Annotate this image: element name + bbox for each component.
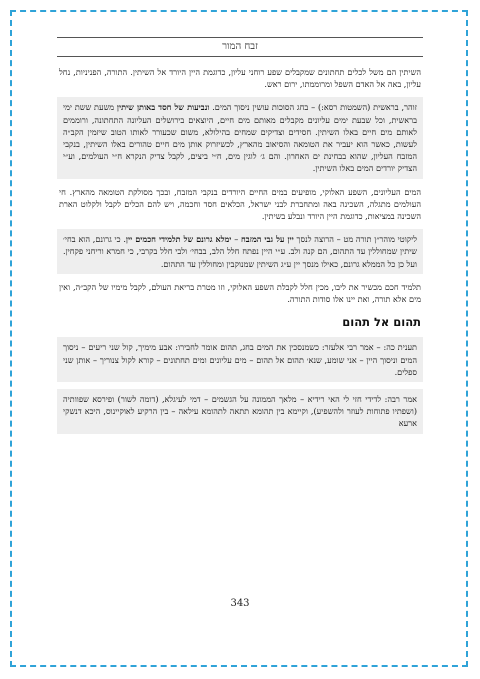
paragraph-4-text-c: . כי גרונם, הוא בחי׳ שיתין שמחוללין עד התהום, הם קנה ולב. ע״י היין נפתח חלל הלב, בבחי׳ ולבי חלל בקרבי, כי חמרא וריחני פקחין. ועל כן כל הממלא גרונם, כאילו מנסך יין ע״ג השיתין שמנוקבין ומחוללין עד התהום. <box>63 234 417 269</box>
page-number: 343 <box>230 598 250 609</box>
paragraph-2-zohar <box>57 97 423 178</box>
header-rule-bottom <box>57 56 423 57</box>
paragraph-5-text: תלמיד חכם מכשיר את ליבו, מכין חלל לקבלת השפע האלוקי, וזו מטרת בריאת העולם, לקבל מימיו של הקב״ה, ואין מים אלא תורה, ואת יינו אלו סודות התורה. <box>59 281 421 305</box>
paragraph-4-text-a: ליקוטי מוהר״ן תורה מט – הרוצה לנסך <box>293 234 417 245</box>
paragraph-3 <box>57 186 423 223</box>
section-paragraph-1-text: תענית כה: – אמר רבי אלעזר: כשמנסכין את המים בחג, תהום אומר לחבירו: אבע מימיך, קול שני ריעים – ניסוך המים וניסוך היין – אני שומע, שנא׳ תהום אל תהום – מים עליונים ומים תחתונים – קורא לקול צנוריך – אותן שני ספלים. <box>63 342 417 377</box>
page-body <box>57 66 423 441</box>
section-paragraph-2-text: אמר רבה: לדידי חזי לי האי רידיא – מלאך הממונה על הגשמים – דמי לעיגלא, (דומה לשור) ופירסא שפוותיה (ושפתיו פתוחות לעוזר ולהשפיע), וקיימא בין תהומא תתאה לתהומא עילאה – בין הרקיע לאוקיינוס, היכא דנשקי ארעא <box>63 394 417 429</box>
paragraph-4-bold-a: יין על גבי המזבח <box>241 234 294 245</box>
paragraph-1-text: השיתין הם משל לכלים תחתונים שמקבלים שפע רוחני עליון, כדוגמת היין היורד אל השיתין. התורה, הפניניות, נחל עליון, באה אל האדם השפל ומרוממתו, ירום ראש. <box>59 67 421 90</box>
paragraph-5 <box>57 281 423 305</box>
paragraph-3-text: המים העליונים, השפע האלוקי, מופיעים במים החיים היורדים בנקבי המזבח, ובכך מסולקת הטומאה מהארץ. חי העולמים מתגלה, השכינה באה ומתחברת לבני ישראל, הכלאים חסד וחכמה, ויש להם הכלים לקבל ולקלוט הארת השכינה במציאות, כדוגמת היין היורד ונבלע בשיתין. <box>59 186 421 222</box>
paragraph-4-likutei <box>57 229 423 274</box>
section-heading: תהום אל תהום <box>342 315 421 330</box>
section-paragraph-2 <box>57 389 423 434</box>
paragraph-2-text-b: משעת ששת ימי בראשית, וכל שבעת ימים עליונים מקבלים מאותם מים חיים, היוצאים בירושלים העליונה התחתונה, ורוממים לאותם מים חיים באלו השיתין. חסידים וצדיקים שמחים בהילולא, משום שכעורר לאותו הטוב שיזמין הקב״ה לעשות, כאשר הוא יעביר את הטומאה והסיאוב מהארץ, לכשיזרוק אותן מים חיים טהורים באלו השיתין, בנקבי המזבח העליון, שהוא בבחינת ים האחרון. והם ג׳ לוגין מים, ח״י ביצים, לקבל צדיק הנקרא ח״י העולמים, וע״י הצדיק יורדים המים באלו השיתין. <box>63 102 417 174</box>
paragraph-4-bold-b: ימלא גרונם של תלמידי חכמים יין <box>125 234 232 245</box>
running-header: זבח המור <box>222 41 258 52</box>
paragraph-1 <box>57 66 423 90</box>
paragraph-2-text-a: זוהר, בראשית (השמטות רסא:) – בחג הסוכות עושין ניסוך המים. <box>209 102 417 113</box>
paragraph-4-text-b: – <box>231 234 241 245</box>
paragraph-2-bold: ונביעות של חסד באותן שיתין <box>116 102 210 113</box>
header-rule-top <box>57 37 423 38</box>
section-paragraph-1 <box>57 337 423 382</box>
